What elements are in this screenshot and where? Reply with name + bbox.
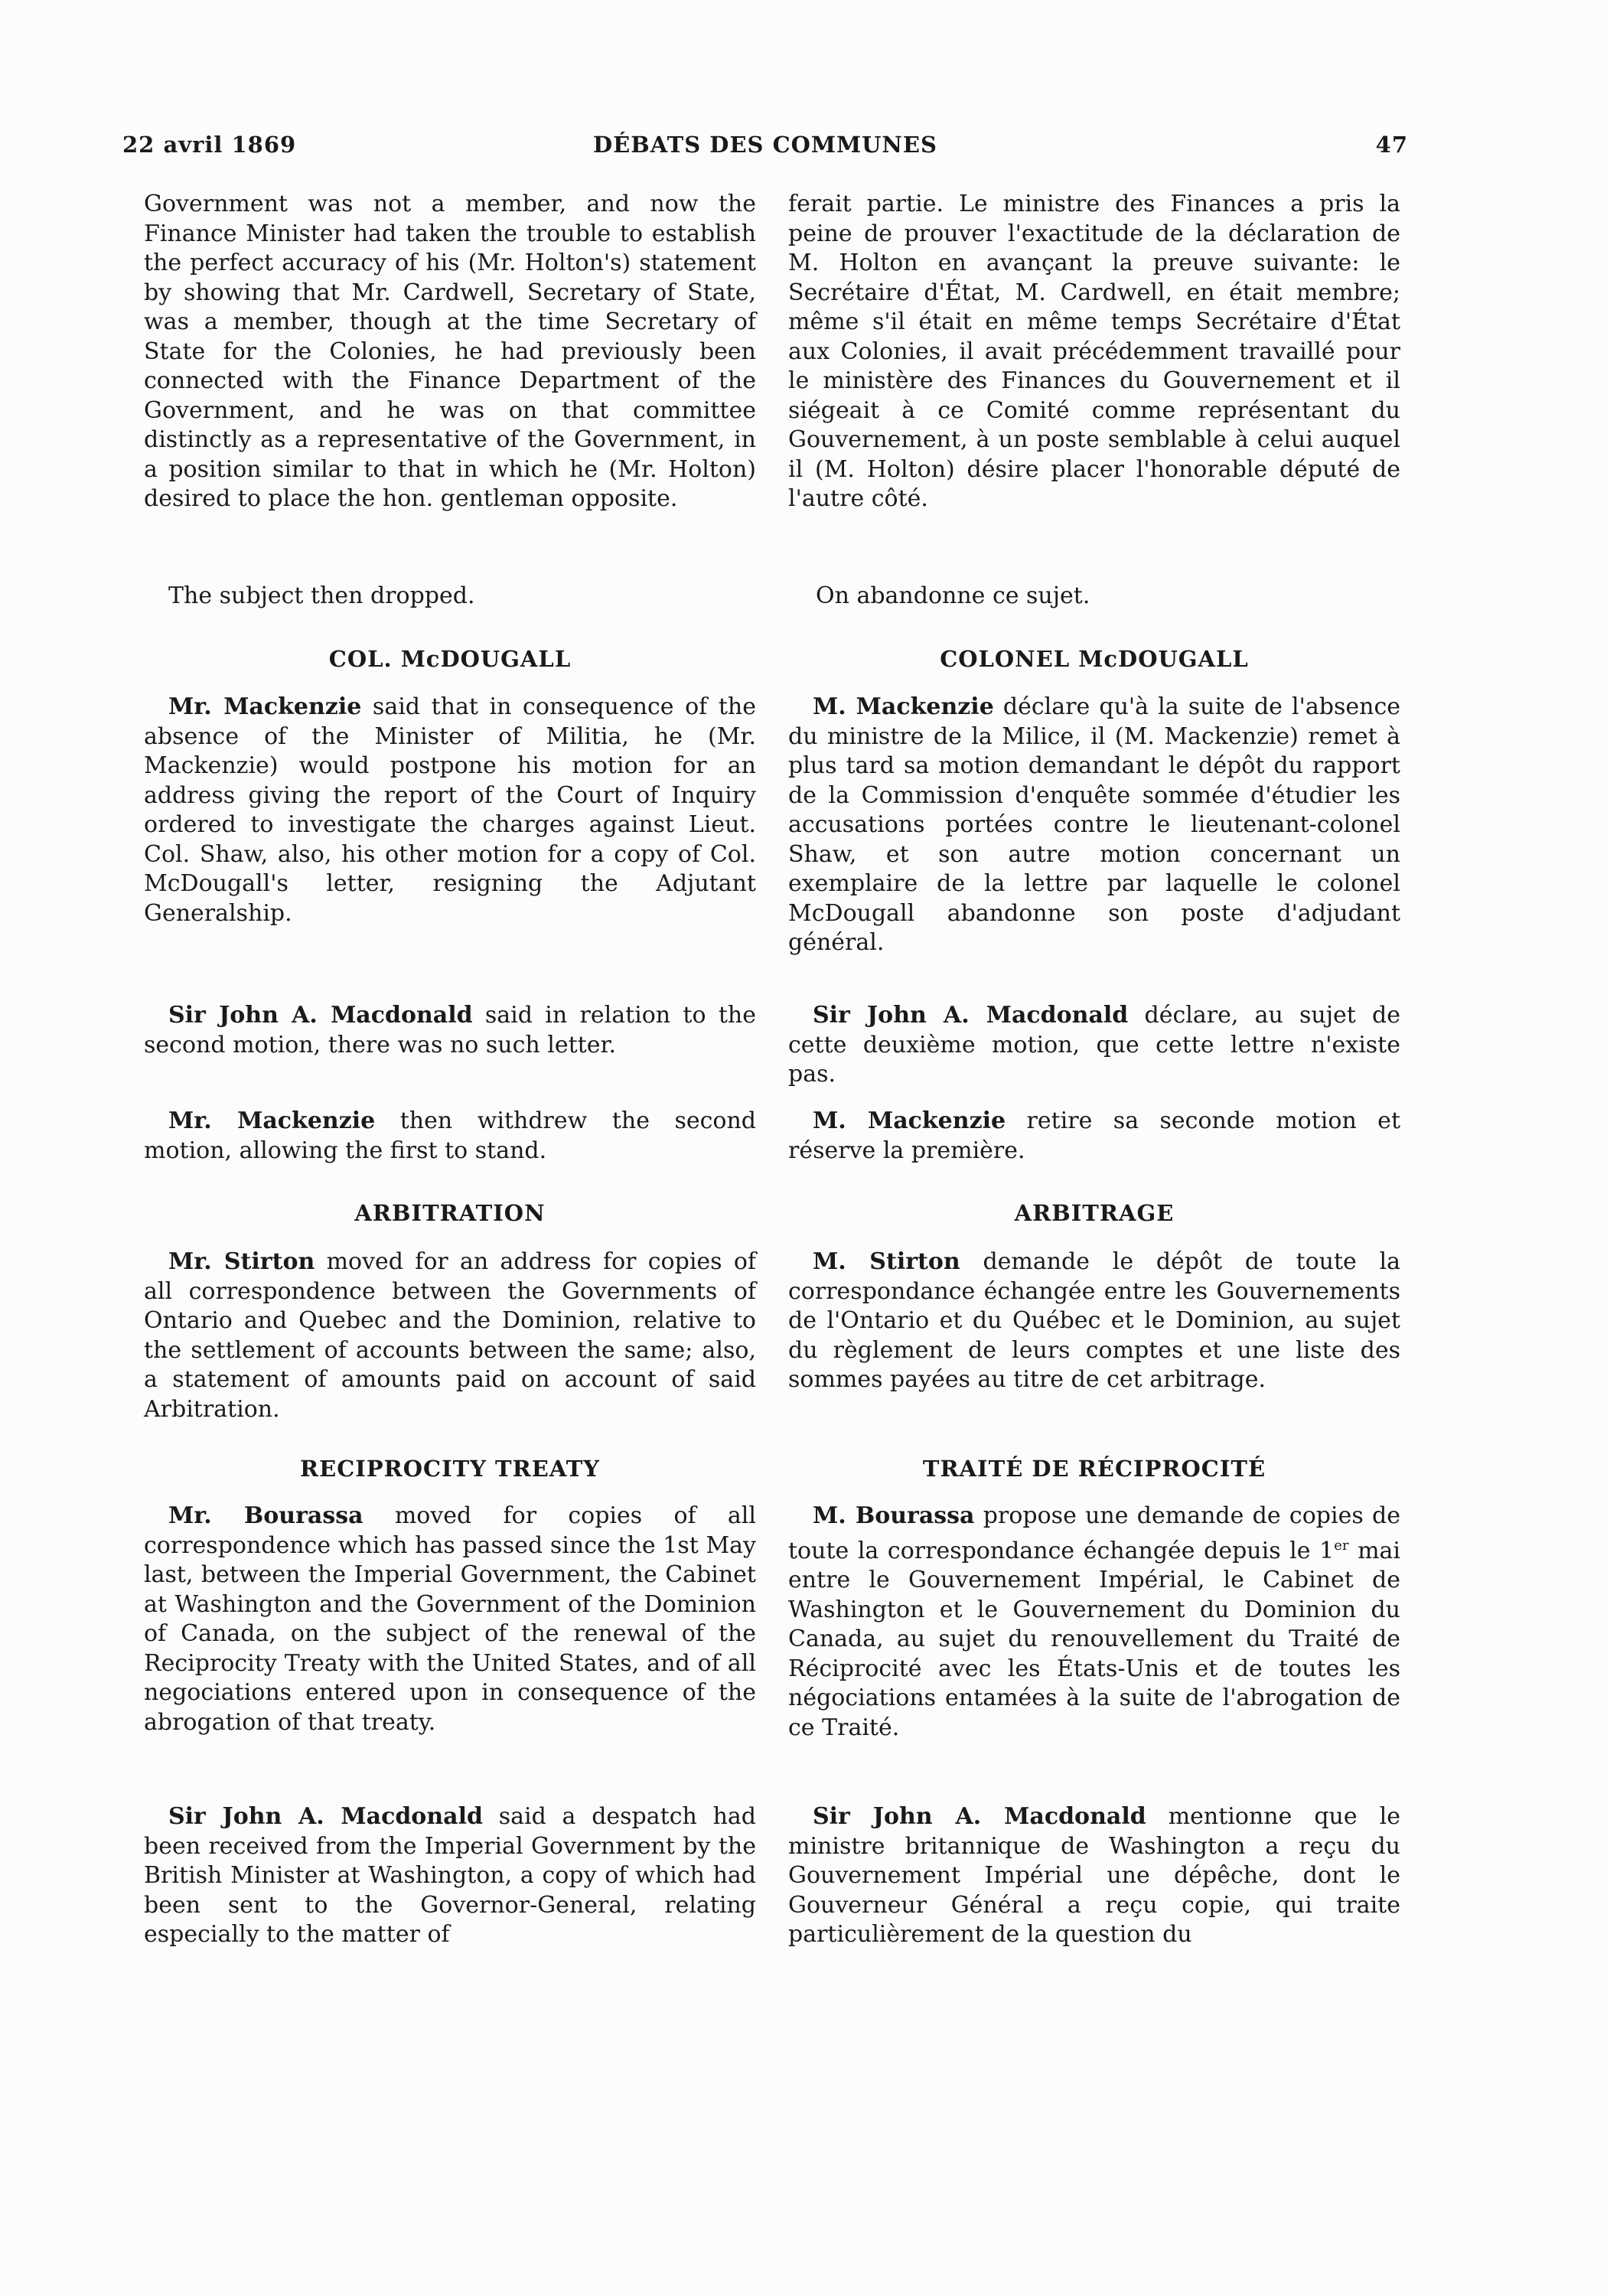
fr-macdonald-statement xyxy=(788,1001,1400,1090)
en-heading-arbitration: ARBITRATION xyxy=(354,1200,546,1226)
en-intro-paragraph: Government was not a member, and now the Finance Minister had taken the trouble to establish the perfect accuracy of his (Mr. Holton's) statement by showing that Mr. Cardwell, Secretary of State, was a member, though at the time Secretary of State for the Colonies, he had previously been connected with the Finance Department of the Government, and he was on that committee distinctly as a representative of the Government, in a position similar to that in which he (Mr. Holton) desired to place the hon. gentleman opposite. xyxy=(144,191,756,512)
speaker-name: Mr. Mackenzie xyxy=(168,1107,376,1134)
header-title: DÉBATS DES COMMUNES xyxy=(593,132,937,158)
speaker-name: Mr. Mackenzie xyxy=(168,693,362,720)
fr-mackenzie-statement xyxy=(788,693,1400,958)
en-subject-dropped: The subject then dropped. xyxy=(168,582,475,609)
en-macdonald-statement xyxy=(144,1001,756,1060)
scan-smudge xyxy=(1056,1971,1240,1986)
fr-macdonald-despatch xyxy=(788,1802,1400,1950)
statement-text: said that in consequence of the absence of the Minister of Militia, he (Mr. Mackenzie) would postpone his motion for an address giving the report of the Court of Inquiry ordered to investigate the charges against Lieut. Col. Shaw, also, his other motion for a copy of Col. McDougall's letter, resigning the Adjutant Generalship. xyxy=(144,693,756,927)
statement-text-cont: mai entre le Gouvernement Impérial, le Cabinet de Washington et le Gouvernement du Dominion du Canada, au sujet du renouvellement du Traité de Réciprocité avec les États-Unis et de toutes les négociations entamées à la suite de l'abrogation de ce Traité. xyxy=(788,1537,1400,1741)
en-macdonald-despatch xyxy=(144,1802,756,1950)
fr-heading-reciprocity: TRAITÉ DE RÉCIPROCITÉ xyxy=(922,1456,1266,1482)
speaker-name: M. Mackenzie xyxy=(813,693,994,720)
en-bourassa-motion xyxy=(144,1502,756,1737)
page-header xyxy=(122,132,1408,162)
statement-text: propose une demande de copies de toute la correspondance échangée depuis le 1 xyxy=(788,1502,1400,1564)
page-number: 47 xyxy=(1375,132,1408,158)
speaker-name: Sir John A. Macdonald xyxy=(813,1803,1146,1830)
en-mackenzie-statement xyxy=(144,693,756,928)
fr-stirton-motion xyxy=(788,1247,1400,1395)
en-mackenzie-withdraw xyxy=(144,1107,756,1166)
speaker-name: M. Stirton xyxy=(813,1248,960,1275)
statement-text: then withdrew the second motion, allowing the first to stand. xyxy=(144,1107,756,1164)
speaker-name: Sir John A. Macdonald xyxy=(168,1002,473,1029)
header-date: 22 avril 1869 xyxy=(122,132,297,158)
fr-intro-paragraph: ferait partie. Le ministre des Finances a pris la peine de prouver l'exactitude de la déclaration de M. Holton en avançant la preuve suivante: le Secrétaire d'État, M. Cardwell, en était membre; même s'il était en même temps Secrétaire d'État aux Colonies, il avait précédemment travaillé pour le ministère des Finances du Gouvernement et il siégeait à ce Comité comme représentant du Gouvernement, à un poste semblable à celui auquel il (M. Holton) désire placer l'honorable député de l'autre côté. xyxy=(788,191,1400,512)
en-heading-reciprocity: RECIPROCITY TREATY xyxy=(299,1456,601,1482)
statement-text: said a despatch had been received from the Imperial Government by the British Minister at Washington, a copy of which had been sent to the Governor-General, relating especially to the matter of xyxy=(144,1803,756,1948)
speaker-name: Sir John A. Macdonald xyxy=(813,1002,1129,1029)
statement-text: retire sa seconde motion et réserve la première. xyxy=(788,1107,1400,1164)
speaker-name: M. Mackenzie xyxy=(813,1107,1006,1134)
statement-text: moved for an address for copies of all correspondence between the Governments of Ontario and Quebec and the Dominion, relative to the settlement of accounts between the same; also, a statement of amounts paid on account of said Arbitration. xyxy=(144,1248,756,1423)
fr-subject-dropped: On abandonne ce sujet. xyxy=(816,582,1090,609)
speaker-name: Mr. Stirton xyxy=(168,1248,315,1275)
statement-text: moved for copies of all correspondence which has passed since the 1st May last, between the Imperial Government, the Cabinet at Washington and the Government of the Dominion of Canada, on the subject of the renewal of the Reciprocity Treaty with the United States, and of all negociations entered upon in consequence of the abrogation of that treaty. xyxy=(144,1502,756,1736)
statement-text: demande le dépôt de toute la correspondance échangée entre les Gouvernements de l'Ontario et du Québec et le Dominion, au sujet du règlement de leurs comptes et une liste des sommes payées au titre de cet arbitrage. xyxy=(788,1248,1400,1393)
speaker-name: M. Bourassa xyxy=(813,1502,975,1529)
statement-text: said in relation to the second motion, there was no such letter. xyxy=(144,1002,756,1058)
fr-heading-mcdougall: COLONEL McDOUGALL xyxy=(940,646,1249,672)
fr-heading-arbitration: ARBITRAGE xyxy=(1014,1200,1175,1226)
en-stirton-motion xyxy=(144,1247,756,1424)
speaker-name: Mr. Bourassa xyxy=(168,1502,363,1529)
statement-text: déclare, au sujet de cette deuxième motion, que cette lettre n'existe pas. xyxy=(788,1002,1400,1088)
ordinal-superscript: er xyxy=(1334,1537,1349,1554)
statement-text: déclare qu'à la suite de l'absence du ministre de la Milice, il (M. Mackenzie) remet à plus tard sa motion demandant le dépôt du rapport de la Commission d'enquête sommée d'étudier les accusations portées contre le lieutenant-colonel Shaw, et son autre motion concernant un exemplaire de la lettre par laquelle le colonel McDougall abandonne son poste d'adjudant général. xyxy=(788,693,1400,956)
fr-bourassa-motion xyxy=(788,1502,1400,1743)
en-heading-mcdougall: COL. McDOUGALL xyxy=(328,646,572,672)
fr-mackenzie-withdraw xyxy=(788,1107,1400,1166)
statement-text: mentionne que le ministre britannique de Washington a reçu du Gouvernement Impérial une dépêche, dont le Gouverneur Général a reçu copie, qui traite particulièrement de la question du xyxy=(788,1803,1400,1948)
speaker-name: Sir John A. Macdonald xyxy=(168,1803,483,1830)
